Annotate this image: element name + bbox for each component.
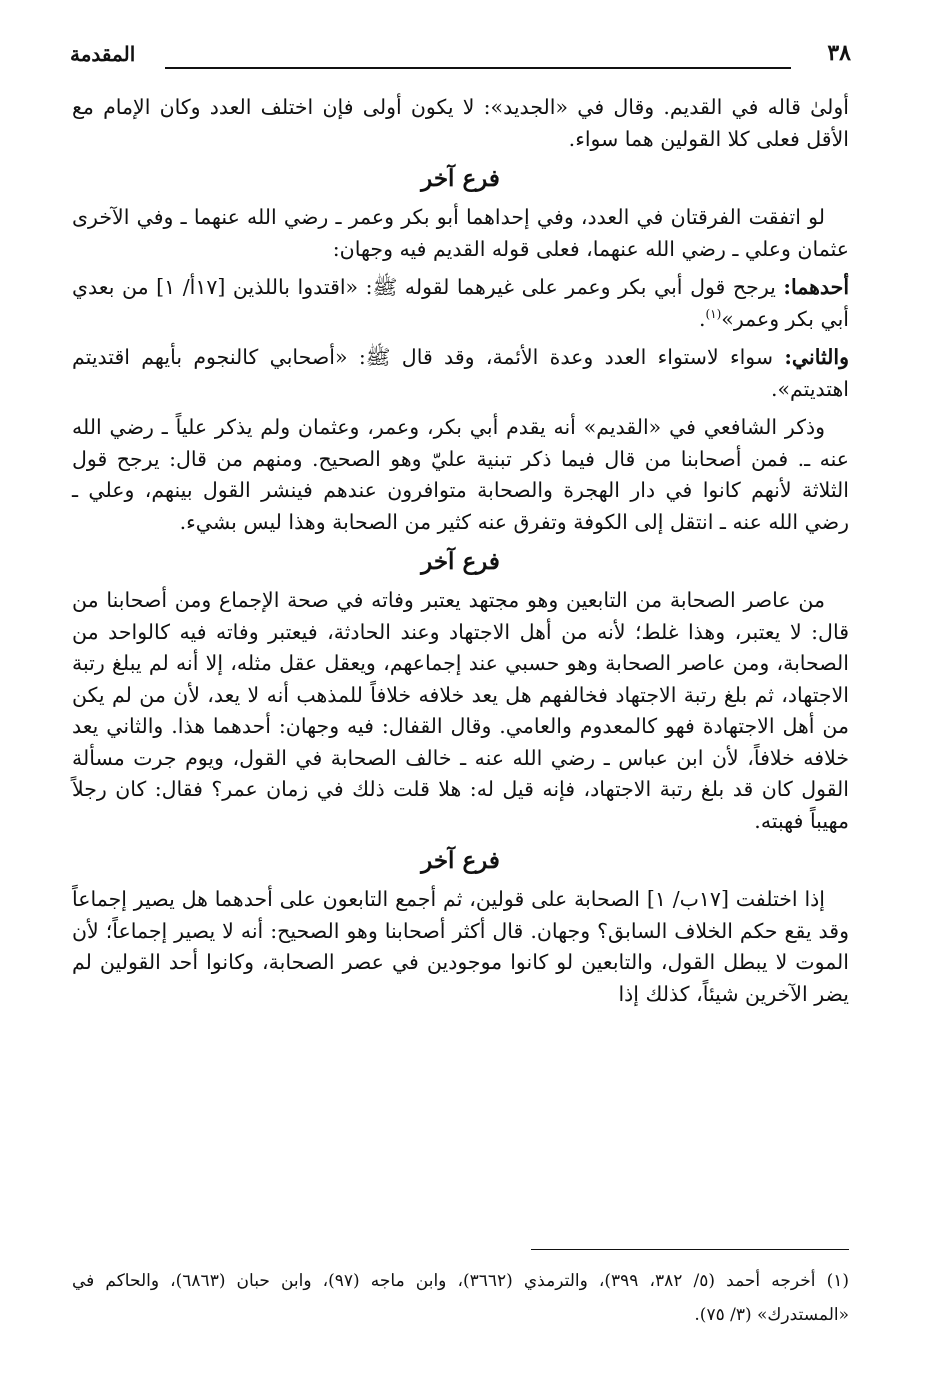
paragraph-second-opinion — [72, 342, 849, 405]
footnote-marker[interactable]: (١) — [705, 306, 722, 321]
sentence-end: . — [698, 306, 706, 331]
paragraph: لو اتفقت الفرقتان في العدد، وفي إحداهما أبو بكر وعمر ـ رضي الله عنهما ـ وفي الآخرى عثمان وعلي ـ رضي الله عنهما، فعلى قوله القديم فيه وجهان: — [72, 205, 849, 261]
page-header — [70, 40, 851, 70]
footnote: (١) أخرجه أحمد (٥/ ٣٨٢، ٣٩٩)، والترمذي (٣٦٦٢)، وابن ماجه (٩٧)، وابن حبان (٦٨٦٣)، والحاكم في «المستدرك» (٣/ ٧٥). — [72, 1271, 849, 1325]
opinion-text: يرجح قول أبي بكر وعمر على غيرهما لقوله ﷺ: «اقتدوا باللذين [١٧أ/ ١] من بعدي أبي بكر وعمر» — [72, 275, 849, 331]
opinion-label: أحدهما: — [783, 275, 850, 299]
paragraph: إذا اختلفت [١٧ب/ ١] الصحابة على قولين، ثم أجمع التابعون على أحدهما هل يصير إجماعاً وقد يقع حكم الخلاف السابق؟ وجهان. قال أكثر أصحابنا وهو الصحيح: أنه لا يصير إجماعاً؛ لأن الموت لا يبطل القول، والتابعين لو كانوا موجودين في عصر الصحابة، وكانوا أحد القولين لم يضر الآخرين شيئاً، كذلك إذا — [72, 887, 849, 1006]
section-heading: فرع آخر — [421, 548, 500, 575]
running-title: المقدمة — [70, 42, 136, 66]
paragraph-intro: أولىٰ قاله في القديم. وقال في «الجديد»: لا يكون أولى فإن اختلف العدد وكان الإمام مع الأقل فعلى كلا القولين هما سواء. — [72, 95, 849, 151]
section-heading: فرع آخر — [421, 847, 500, 874]
header-rule — [165, 67, 791, 69]
paragraph: وذكر الشافعي في «القديم» أنه يقدم أبي بكر، وعمر، وعثمان ولم يذكر علياً ـ رضي الله عنه ـ. فمن أصحابنا من قال فيما ذكر تبنية عليّ وهو الصحيح. ومنهم من قال: يرجح قول الثلاثة لأنهم كانوا في دار الهجرة والصحابة متوافرون عندهم فينشر القول بينهم، وعلي ـ رضي الله عنه ـ انتقل إلى الكوفة وتفرق عنه كثير من الصحابة وهذا ليس بشيء. — [72, 415, 849, 534]
footnote-separator — [531, 1249, 849, 1250]
main-text — [72, 92, 849, 1017]
paragraph-first-opinion — [72, 272, 849, 335]
footnotes — [72, 1264, 849, 1332]
page-number: ٣٨ — [827, 40, 851, 66]
section-heading: فرع آخر — [421, 165, 500, 192]
opinion-label: والثاني: — [784, 345, 849, 369]
paragraph: من عاصر الصحابة من التابعين وهو مجتهد يعتبر وفاته في صحة الإجماع ومن أصحابنا من قال: لا يعتبر، وهذا غلط؛ لأنه من أهل الاجتهاد وعند الحادثة، فيعتبر وفاته فيه كالواحد من الصحابة، ومن عاصر الصحابة وهو حسبي عند إجماعهم، ويعقل عقل مثله، إلا أنه لم يبلغ رتبة الاجتهاد، ثم بلغ رتبة الاجتهاد فخالفهم هل يعد خلافه خلافاً للمذهب أنه لا يعد، لأن من لم يكن من أهل الاجتهادة فهو كالمعدوم والعامي. وقال القفال: فيه وجهان: أحدهما هذا. والثاني يعد خلافه خلافاً، لأن ابن عباس ـ رضي الله عنه ـ خالف الصحابة في القول، ويوم جرت مسألة القول كان قد بلغ رتبة الاجتهاد، فإنه قيل له: هلا قلت ذلك في زمان عمر؟ فقال: كان رجلاً مهيباً فهبته. — [72, 588, 849, 833]
opinion-text: سواء لاستواء العدد وعدة الأئمة، وقد قال ﷺ: «أصحابي كالنجوم بأيهم اقتديتم اهتديتم». — [72, 345, 849, 401]
